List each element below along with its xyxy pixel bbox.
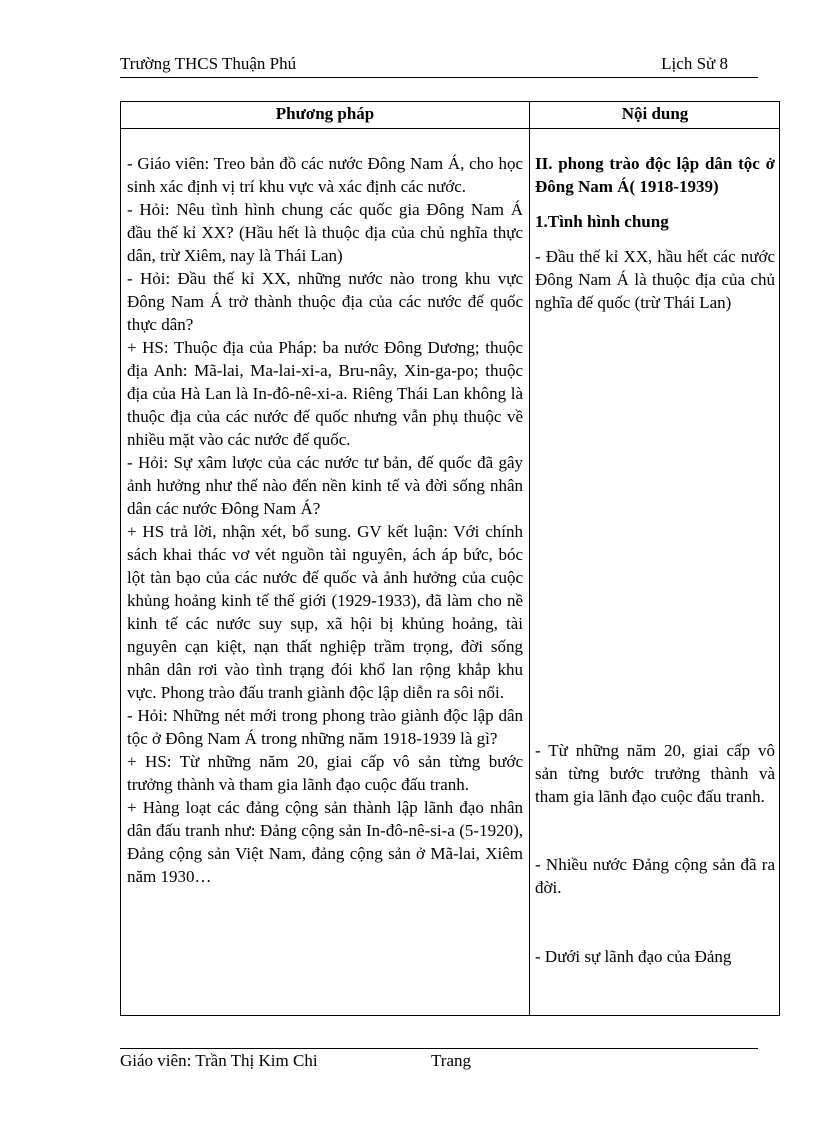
method-paragraph: - Hỏi: Những nét mới trong phong trào giành độc lập dân tộc ở Đông Nam Á trong những năm 1918-1939 là gì? [127,706,523,748]
school-name: Trường THCS Thuận Phú [120,54,297,73]
subject-name: Lịch Sử 8 [661,54,728,73]
method-paragraph: - Hỏi: Nêu tình hình chung các quốc gia Đông Nam Á đầu thế kỉ XX? (Hầu hết là thuộc địa của chủ nghĩa thực dân, trừ Xiêm, nay là Thái Lan) [127,200,523,265]
section-title: II. phong trào độc lập dân tộc ở Đông Nam Á( 1918-1939) [535,154,775,196]
header-row-divider [121,128,779,129]
method-paragraph: + HS: Thuộc địa của Pháp: ba nước Đông Dương; thuộc địa Anh: Mã-lai, Ma-lai-xi-a, Bru-nây, Xin-ga-po; thuộc địa của Hà Lan là In-đô-nê-xi-a. Riêng Thái Lan không là thuộc địa của các nước đế quốc nhưng vẫn phụ thuộc về nhiều mặt vào các nước đế quốc. [127,338,523,449]
teacher-name: Giáo viên: Trần Thị Kim Chi [120,1051,318,1070]
page-label: Trang [431,1051,471,1070]
method-paragraph: - Giáo viên: Treo bản đồ các nước Đông Nam Á, cho học sinh xác định vị trí khu vực và xác định các nước. [127,154,523,196]
subsection-title: 1.Tình hình chung [535,212,669,231]
method-paragraph: + Hàng loạt các đảng cộng sản thành lập lãnh đạo nhân dân đấu tranh như: Đảng cộng sản In-đô-nê-si-a (5-1920), Đảng cộng sản Việt Nam, đảng cộng sản ở Mã-lai, Xiêm năm 1930… [127,798,523,886]
method-paragraph: + HS trả lời, nhận xét, bổ sung. GV kết luận: Với chính sách khai thác vơ vét nguồn tài nguyên, ách áp bức, bóc lột tàn bạo của các nước đế quốc và ảnh hưởng của cuộc khủng hoảng kinh tế thế giới (1929-1933), đã làm cho nề kinh tế các nước suy sụp, xã hội bị khủng hoảng, tài nguyên cạn kiệt, nạn thất nghiệp trầm trọng, đời sống nhân dân rơi vào tình trạng đói khổ lan rộng khắp khu vực. Phong trào đấu tranh giành độc lập diễn ra sôi nổi. [127,522,523,702]
method-paragraph: - Hỏi: Sự xâm lược của các nước tư bản, đế quốc đã gây ảnh hưởng như thế nào đến nền kinh tế và đời sống nhân dân các nước Đông Nam Á? [127,453,523,518]
content-column [535,152,775,968]
lesson-table [120,101,780,1016]
method-column [127,152,523,888]
column-header-method: Phương pháp [275,104,375,123]
method-paragraph: + HS: Từ những năm 20, giai cấp vô sản từng bước trưởng thành và tham gia lãnh đạo cuộc đấu tranh. [127,752,523,794]
footer-divider [120,1048,758,1049]
column-divider [529,102,530,1015]
content-point: - Dưới sự lãnh đạo của Đảng [535,947,732,966]
page-header [120,54,760,76]
method-paragraph: - Hỏi: Đầu thế kỉ XX, những nước nào trong khu vực Đông Nam Á trở thành thuộc địa của các nước đế quốc thực dân? [127,269,523,334]
column-header-content: Nội dung [621,104,689,123]
content-point: - Từ những năm 20, giai cấp vô sản từng bước trưởng thành và tham gia lãnh đạo cuộc đấu tranh. [535,741,775,806]
content-point: - Nhiều nước Đảng cộng sản đã ra đời. [535,855,775,897]
content-point: - Đầu thế kỉ XX, hầu hết các nước Đông Nam Á là thuộc địa của chủ nghĩa đế quốc (trừ Thái Lan) [535,247,775,312]
header-divider [120,77,758,78]
